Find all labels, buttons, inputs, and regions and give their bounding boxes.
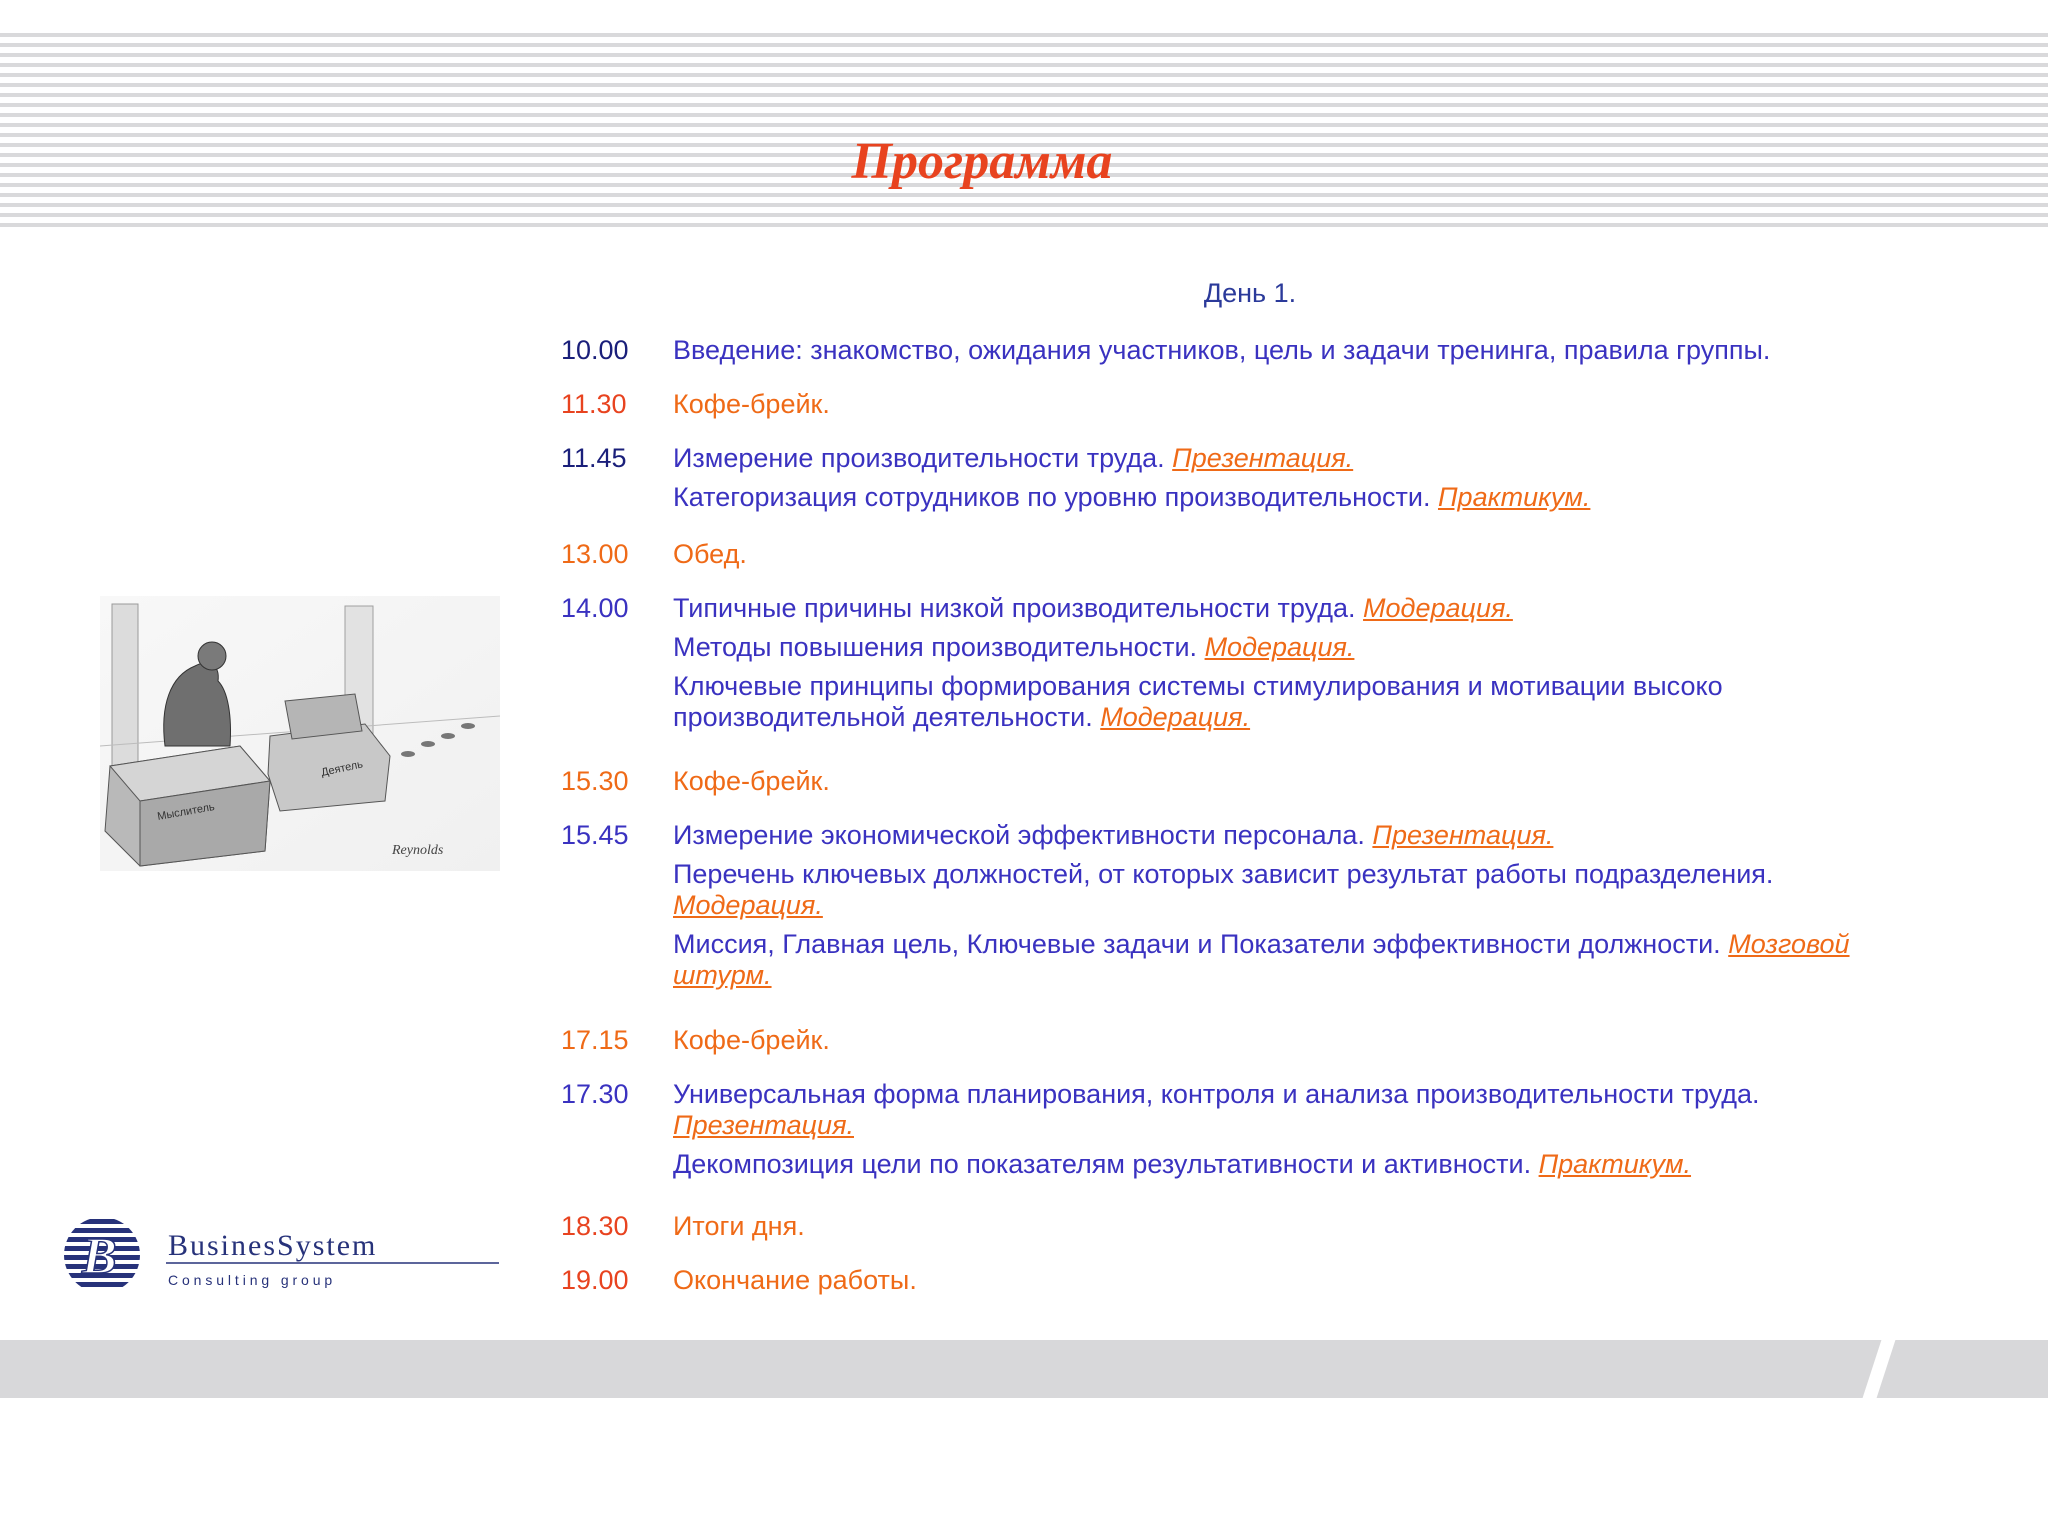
item-text: Введение: знакомство, ожидания участников, цель и задачи тренинга, правила группы.	[673, 335, 1771, 365]
schedule-item	[673, 539, 1963, 570]
time-label: 15.45	[561, 820, 629, 850]
time-label: 18.30	[561, 1211, 629, 1241]
schedule-item	[673, 1079, 1853, 1141]
activity-link[interactable]: Модерация.	[1100, 702, 1251, 732]
logo-tagline: C o n s u l t i n g g r o u p	[168, 1272, 333, 1288]
item-text: Типичные причины низкой производительности труда.	[673, 593, 1356, 623]
activity-link[interactable]: Презентация.	[1372, 820, 1554, 850]
item-text: Категоризация сотрудников по уровню производительности.	[673, 482, 1431, 512]
schedule-item	[673, 1265, 1963, 1296]
businessystem-logo	[54, 1215, 504, 1295]
doer-label: Деятель	[320, 758, 365, 779]
time-label: 11.30	[561, 389, 627, 419]
time-label: 10.00	[561, 335, 629, 365]
schedule-item	[673, 929, 1923, 991]
item-text: Измерение экономической эффективности персонала.	[673, 820, 1365, 850]
item-text: Окончание работы.	[673, 1265, 917, 1295]
item-text: Кофе-брейк.	[673, 766, 830, 796]
item-text: Итоги дня.	[673, 1211, 805, 1241]
time-label: 17.30	[561, 1079, 629, 1109]
schedule-item	[673, 671, 1803, 733]
activity-link[interactable]: Модерация.	[1363, 593, 1513, 623]
item-text: Методы повышения производительности.	[673, 632, 1198, 662]
schedule-item	[673, 632, 1963, 663]
item-text: Кофе-брейк.	[673, 389, 830, 419]
activity-link[interactable]: Модерация.	[1204, 632, 1355, 662]
thinker-doer-illustration	[100, 596, 500, 871]
activity-link[interactable]: Модерация.	[673, 890, 823, 920]
item-text: Перечень ключевых должностей, от которых зависит результат работы подразделения.	[673, 859, 1774, 889]
schedule-item	[673, 482, 1963, 513]
time-label: 15.30	[561, 766, 629, 796]
activity-link[interactable]: Мозговой штурм.	[673, 929, 1850, 990]
schedule-item	[673, 443, 1963, 474]
item-text: Миссия, Главная цель, Ключевые задачи и Показатели эффективности должности.	[673, 929, 1721, 959]
activity-link[interactable]: Презентация.	[673, 1110, 854, 1140]
activity-link[interactable]: Практикум.	[1538, 1149, 1692, 1179]
artist-signature: Reynolds	[392, 843, 444, 858]
schedule-item	[673, 820, 1963, 851]
schedule-item	[673, 389, 1963, 420]
item-text: Кофе-брейк.	[673, 1025, 830, 1055]
activity-link[interactable]: Презентация.	[1172, 443, 1354, 473]
page-title: Программа	[851, 133, 1113, 190]
time-label: 19.00	[561, 1265, 629, 1295]
svg-text:B: B	[82, 1228, 117, 1285]
day-heading: День 1.	[1203, 278, 1297, 308]
time-label: 13.00	[561, 539, 629, 569]
item-text: Ключевые принципы формирования системы стимулирования и мотивации высоко производительной деятельности.	[673, 671, 1723, 732]
schedule-item	[673, 859, 1853, 921]
time-label: 14.00	[561, 593, 629, 623]
schedule-item	[673, 766, 1963, 797]
schedule-item	[673, 1025, 1963, 1056]
footer-band	[0, 1340, 2048, 1398]
logo-brand-text: BusinesSystem	[168, 1229, 378, 1262]
activity-link[interactable]: Практикум.	[1437, 482, 1591, 512]
thinker-label: Мыслитель	[156, 801, 216, 823]
schedule-item	[673, 593, 1963, 624]
schedule-item	[673, 1149, 1963, 1180]
item-text: Декомпозиция цели по показателям результативности и активности.	[673, 1149, 1532, 1179]
item-text: Универсальная форма планирования, контроля и анализа производительности труда.	[673, 1079, 1760, 1109]
time-label: 17.15	[561, 1025, 629, 1055]
item-text: Измерение производительности труда.	[673, 443, 1165, 473]
schedule-item	[673, 335, 1963, 366]
time-label: 11.45	[561, 443, 627, 473]
schedule-item	[673, 1211, 1963, 1242]
item-text: Обед.	[673, 539, 747, 569]
